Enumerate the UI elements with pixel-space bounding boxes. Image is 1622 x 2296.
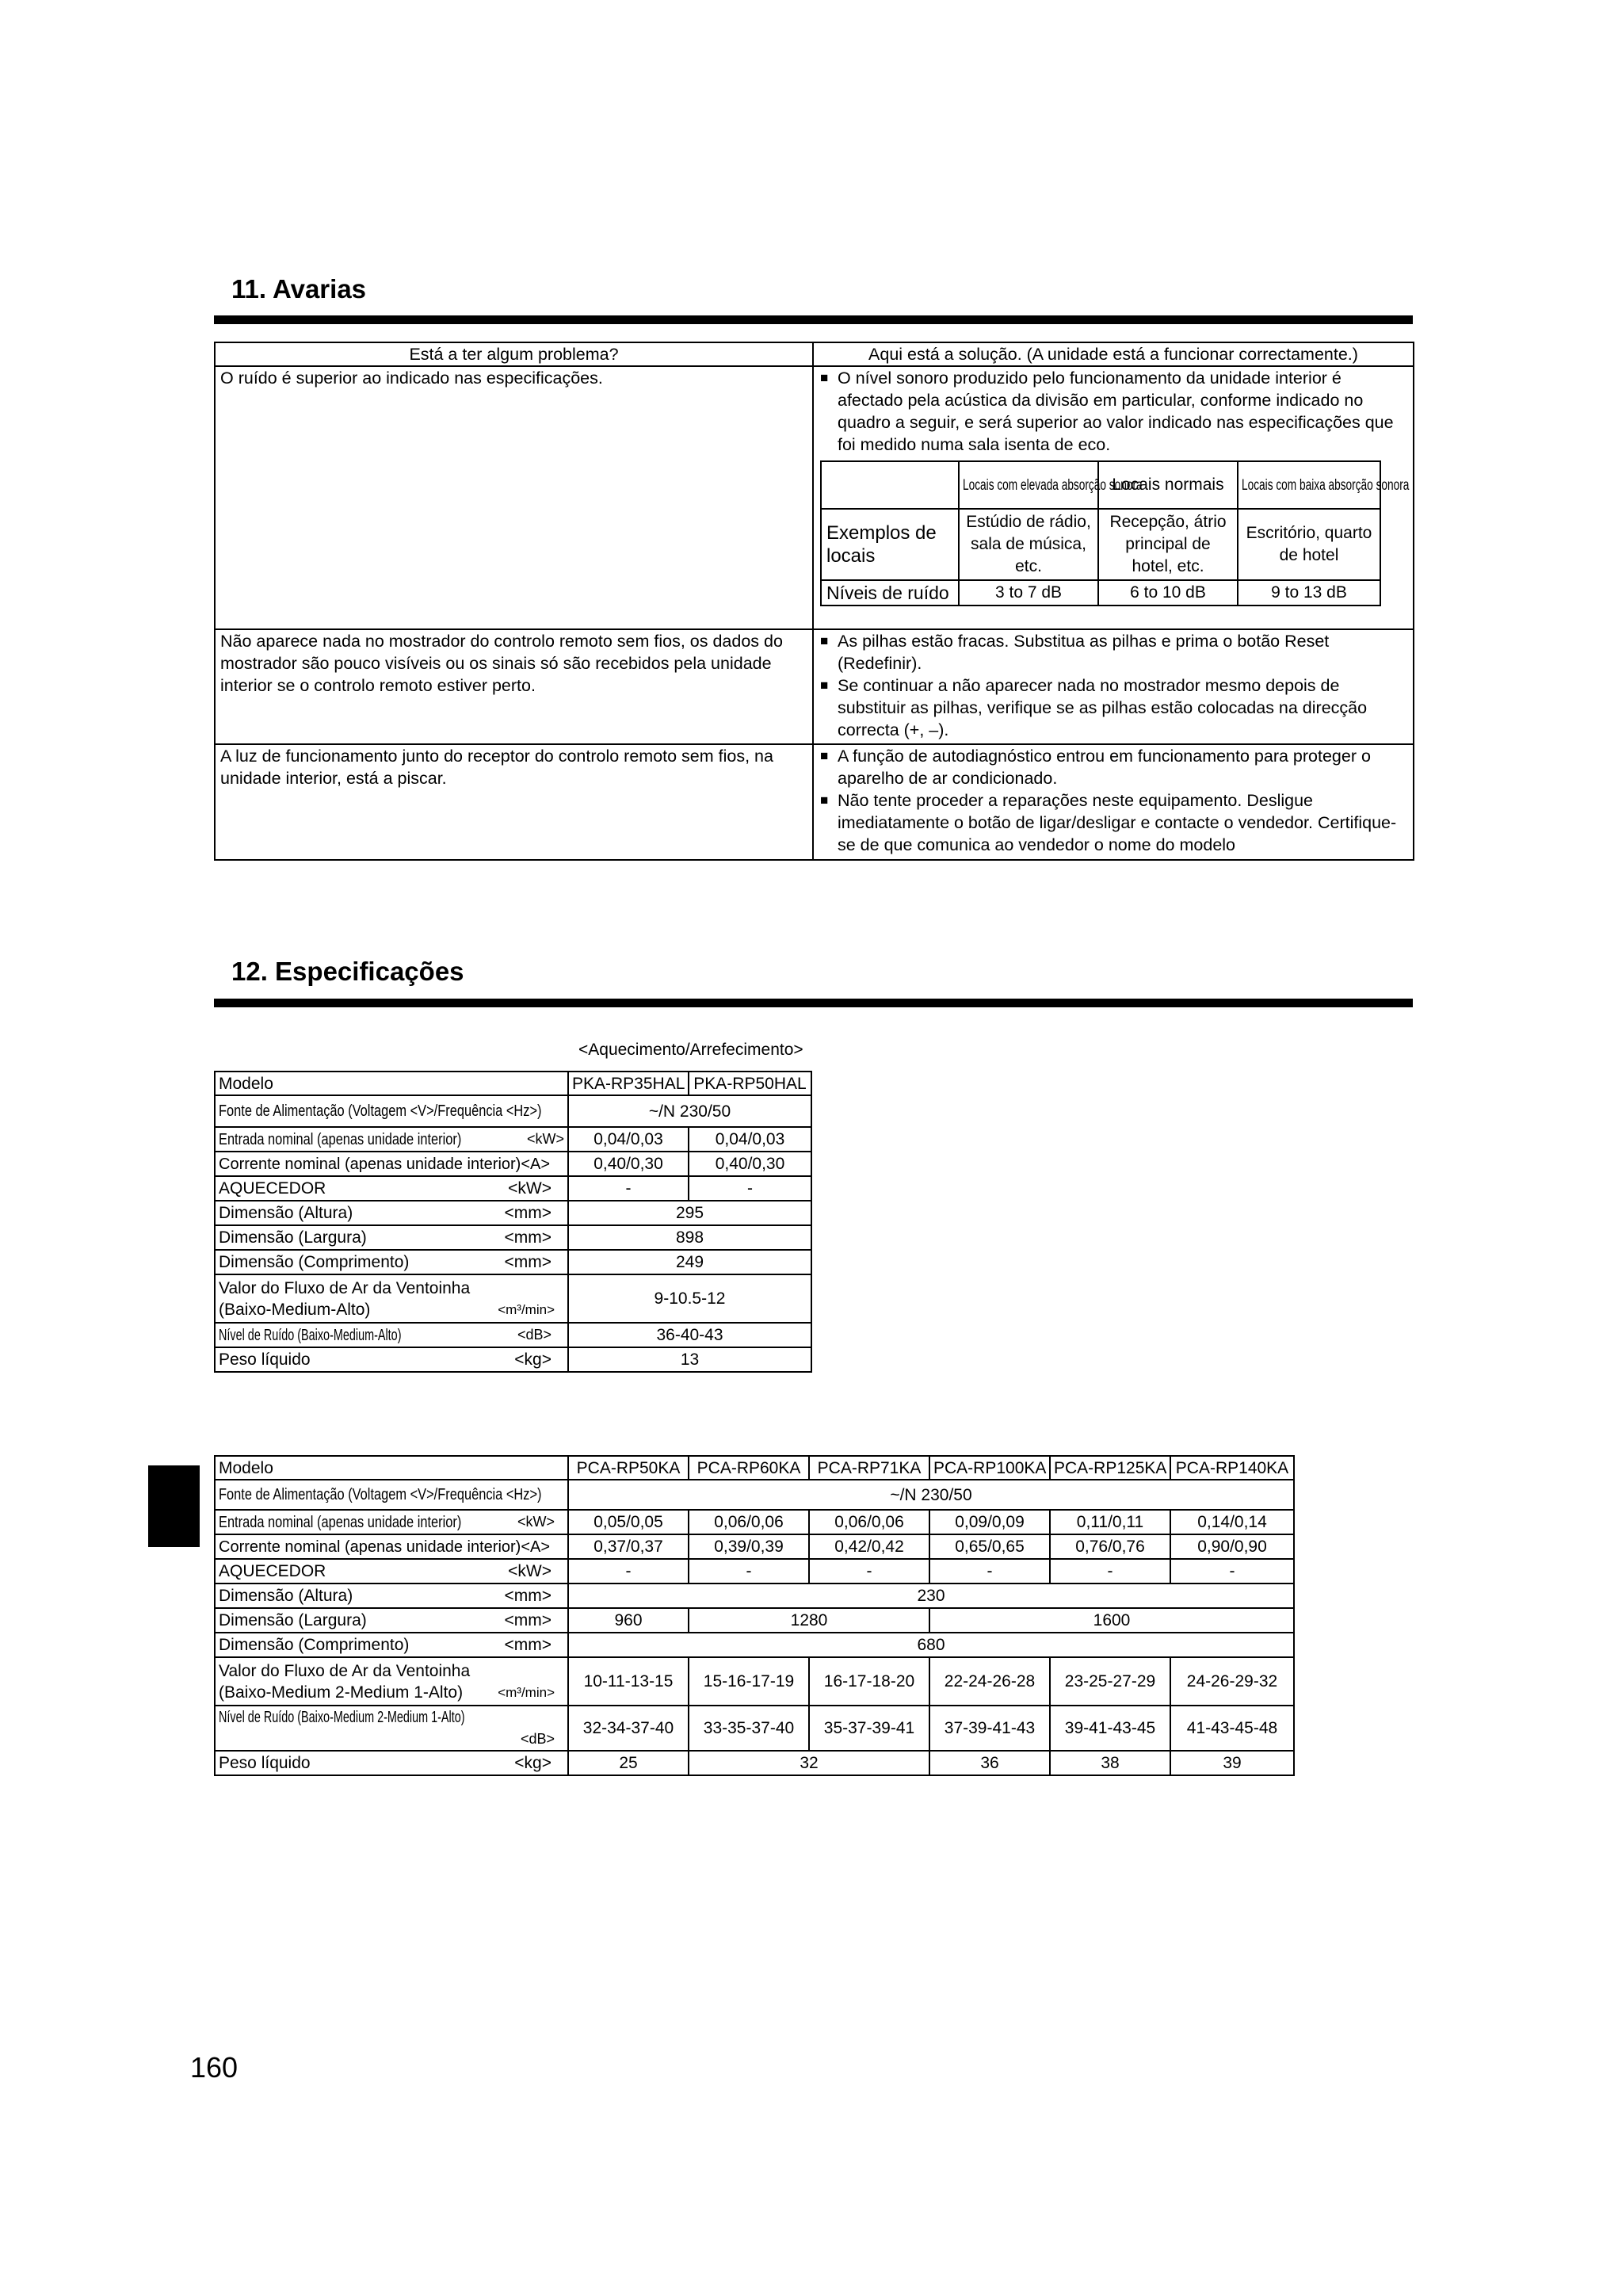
model-name: PCA-RP140KA [1170, 1456, 1294, 1480]
value-airflow: 24-26-29-32 [1170, 1657, 1294, 1706]
value-depth: 249 [568, 1250, 811, 1274]
label-airflow: Valor do Fluxo de Ar da Ventoinha (Baixo-Medium-Alto) <m³/min> [215, 1274, 568, 1323]
problem-cell: O ruído é superior ao indicado nas especificações. [215, 366, 813, 629]
section-12-title: 12. Especificações [231, 957, 464, 986]
value-input: 0,14/0,14 [1170, 1510, 1294, 1534]
value-width: 960 [568, 1608, 689, 1633]
label-heater: AQUECEDOR <kW> [215, 1176, 568, 1201]
solution-bullet: ■ O nível sonoro produzido pelo funcionamento da unidade interior é afectado pela acústica da divisão em particular, conforme indicado no quadro a seguir, e será superior ao valor indicado nas especificações que foi medido numa sala isenta de eco. [820, 367, 1410, 456]
problem-cell: A luz de funcionamento junto do receptor do controlo remoto sem fios, na unidade interior, está a piscar. [215, 744, 813, 860]
value-noise: 41-43-45-48 [1170, 1706, 1294, 1751]
value-noise: 33-35-37-40 [689, 1706, 809, 1751]
label-height: Dimensão (Altura) <mm> [215, 1584, 568, 1608]
value-noise: 39-41-43-45 [1050, 1706, 1170, 1751]
value-heater: - [809, 1559, 929, 1584]
value-heater: - [568, 1176, 689, 1201]
value-weight: 36 [929, 1751, 1050, 1775]
label-width: Dimensão (Largura) <mm> [215, 1225, 568, 1250]
value-width: 898 [568, 1225, 811, 1250]
value-width: 1280 [689, 1608, 929, 1633]
value-input: 0,05/0,05 [568, 1510, 689, 1534]
section-11-rule [214, 315, 1413, 324]
col-solution-header: Aqui está a solução. (A unidade está a funcionar correctamente.) [813, 342, 1414, 366]
label-current: Corrente nominal (apenas unidade interior)<A> [215, 1534, 568, 1559]
label-airflow: Valor do Fluxo de Ar da Ventoinha (Baixo-Medium 2-Medium 1-Alto) <m³/min> [215, 1657, 568, 1706]
spec-table-pca [214, 1455, 1295, 1776]
solution-cell [813, 629, 1414, 744]
value-weight: 39 [1170, 1751, 1294, 1775]
model-name: PCA-RP100KA [929, 1456, 1050, 1480]
value-airflow: 23-25-27-29 [1050, 1657, 1170, 1706]
chapter-tab-marker [148, 1465, 200, 1547]
section-11-title: 11. Avarias [231, 274, 367, 304]
value-heater: - [929, 1559, 1050, 1584]
value-depth: 680 [568, 1633, 1294, 1657]
value-current: 0,40/0,30 [689, 1152, 811, 1176]
label-power: Fonte de Alimentação (Voltagem <V>/Frequência <Hz>) [215, 1095, 568, 1127]
value-current: 0,76/0,76 [1050, 1534, 1170, 1559]
label-input: Entrada nominal (apenas unidade interior) <kW> [215, 1127, 568, 1152]
header-high-absorption: Locais com elevada absorção sonora [959, 461, 1098, 509]
value-current: 0,90/0,90 [1170, 1534, 1294, 1559]
value-current: 0,65/0,65 [929, 1534, 1050, 1559]
value-input: 0,06/0,06 [689, 1510, 809, 1534]
value-width: 1600 [929, 1608, 1294, 1633]
value-noise: 36-40-43 [568, 1323, 811, 1347]
model-name: PCA-RP50KA [568, 1456, 689, 1480]
label-model: Modelo [215, 1072, 568, 1095]
value-airflow: 9-10.5-12 [568, 1274, 811, 1323]
level-normal: 6 to 10 dB [1098, 580, 1238, 606]
model-name: PKA-RP50HAL [689, 1072, 811, 1095]
troubleshooting-row [215, 629, 1414, 744]
label-width: Dimensão (Largura) <mm> [215, 1608, 568, 1633]
spec-table-pka [214, 1071, 812, 1373]
problem-cell: Não aparece nada no mostrador do controlo remoto sem fios, os dados do mostrador são pouco visíveis ou os sinais só são recebidos pela unidade interior se o controlo remoto estiver perto. [215, 629, 813, 744]
value-airflow: 10-11-13-15 [568, 1657, 689, 1706]
solution-bullet: ■ As pilhas estão fracas. Substitua as pilhas e prima o botão Reset (Redefinir). [820, 630, 1410, 674]
section-12-rule [214, 999, 1413, 1007]
value-current: 0,40/0,30 [568, 1152, 689, 1176]
model-name: PCA-RP71KA [809, 1456, 929, 1480]
value-weight: 25 [568, 1751, 689, 1775]
level-low-absorption: 9 to 13 dB [1238, 580, 1380, 606]
solution-cell [813, 366, 1414, 629]
value-input: 0,06/0,06 [809, 1510, 929, 1534]
page-number: 160 [190, 2051, 239, 2084]
value-weight: 38 [1050, 1751, 1170, 1775]
label-current: Corrente nominal (apenas unidade interior)<A> [215, 1152, 568, 1176]
noise-table-corner [821, 461, 959, 509]
col-problem-header: Está a ter algum problema? [215, 342, 813, 366]
solution-bullet: ■ Não tente proceder a reparações neste equipamento. Desligue imediatamente o botão de ligar/desligar e contacte o vendedor. Certifique-se de que comunica ao vendedor o nome do modelo [820, 789, 1410, 856]
solution-bullet: ■ Se continuar a não aparecer nada no mostrador mesmo depois de substituir as pilhas, verifique se as pilhas estão colocadas na direcção correcta (+, –). [820, 674, 1410, 741]
value-noise: 32-34-37-40 [568, 1706, 689, 1751]
label-depth: Dimensão (Comprimento) <mm> [215, 1250, 568, 1274]
example-low-absorption: Escritório, quarto de hotel [1238, 509, 1380, 580]
value-current: 0,39/0,39 [689, 1534, 809, 1559]
label-depth: Dimensão (Comprimento) <mm> [215, 1633, 568, 1657]
value-power: ~/N 230/50 [568, 1095, 811, 1127]
value-heater: - [1050, 1559, 1170, 1584]
value-weight: 32 [689, 1751, 929, 1775]
troubleshooting-table [214, 342, 1414, 861]
model-name: PCA-RP60KA [689, 1456, 809, 1480]
header-normal: Locais normais [1098, 461, 1238, 509]
label-height: Dimensão (Altura) <mm> [215, 1201, 568, 1225]
row-levels-label: Níveis de ruído [821, 580, 959, 606]
label-noise: Nível de Ruído (Baixo-Medium-Alto) <dB> [215, 1323, 568, 1347]
value-weight: 13 [568, 1347, 811, 1372]
example-high-absorption: Estúdio de rádio, sala de música, etc. [959, 509, 1098, 580]
label-model: Modelo [215, 1456, 568, 1480]
troubleshooting-row [215, 744, 1414, 860]
label-weight: Peso líquido <kg> [215, 1347, 568, 1372]
value-heater: - [689, 1559, 809, 1584]
value-airflow: 15-16-17-19 [689, 1657, 809, 1706]
value-heater: - [568, 1559, 689, 1584]
row-examples-label: Exemplos de locais [821, 509, 959, 580]
header-low-absorption: Locais com baixa absorção sonora [1238, 461, 1380, 509]
model-name: PCA-RP125KA [1050, 1456, 1170, 1480]
example-normal: Recepção, átrio principal de hotel, etc. [1098, 509, 1238, 580]
spec-caption: <Aquecimento/Arrefecimento> [578, 1041, 803, 1059]
value-input: 0,11/0,11 [1050, 1510, 1170, 1534]
value-heater: - [1170, 1559, 1294, 1584]
value-power: ~/N 230/50 [568, 1480, 1294, 1510]
label-power: Fonte de Alimentação (Voltagem <V>/Frequência <Hz>) [215, 1480, 568, 1510]
label-heater: AQUECEDOR <kW> [215, 1559, 568, 1584]
value-input: 0,04/0,03 [689, 1127, 811, 1152]
value-airflow: 22-24-26-28 [929, 1657, 1050, 1706]
label-weight: Peso líquido <kg> [215, 1751, 568, 1775]
value-input: 0,04/0,03 [568, 1127, 689, 1152]
value-heater: - [689, 1176, 811, 1201]
value-current: 0,42/0,42 [809, 1534, 929, 1559]
value-noise: 37-39-41-43 [929, 1706, 1050, 1751]
value-airflow: 16-17-18-20 [809, 1657, 929, 1706]
troubleshooting-header-row [215, 342, 1414, 366]
solution-bullet: ■ A função de autodiagnóstico entrou em funcionamento para proteger o aparelho de ar condicionado. [820, 745, 1410, 789]
value-current: 0,37/0,37 [568, 1534, 689, 1559]
value-noise: 35-37-39-41 [809, 1706, 929, 1751]
label-noise: Nível de Ruído (Baixo-Medium 2-Medium 1-Alto) <dB> [215, 1706, 568, 1751]
label-input: Entrada nominal (apenas unidade interior) <kW> [215, 1510, 568, 1534]
noise-level-table [820, 460, 1410, 606]
value-height: 230 [568, 1584, 1294, 1608]
value-height: 295 [568, 1201, 811, 1225]
solution-cell [813, 744, 1414, 860]
troubleshooting-row [215, 366, 1414, 629]
level-high-absorption: 3 to 7 dB [959, 580, 1098, 606]
value-input: 0,09/0,09 [929, 1510, 1050, 1534]
model-name: PKA-RP35HAL [568, 1072, 689, 1095]
